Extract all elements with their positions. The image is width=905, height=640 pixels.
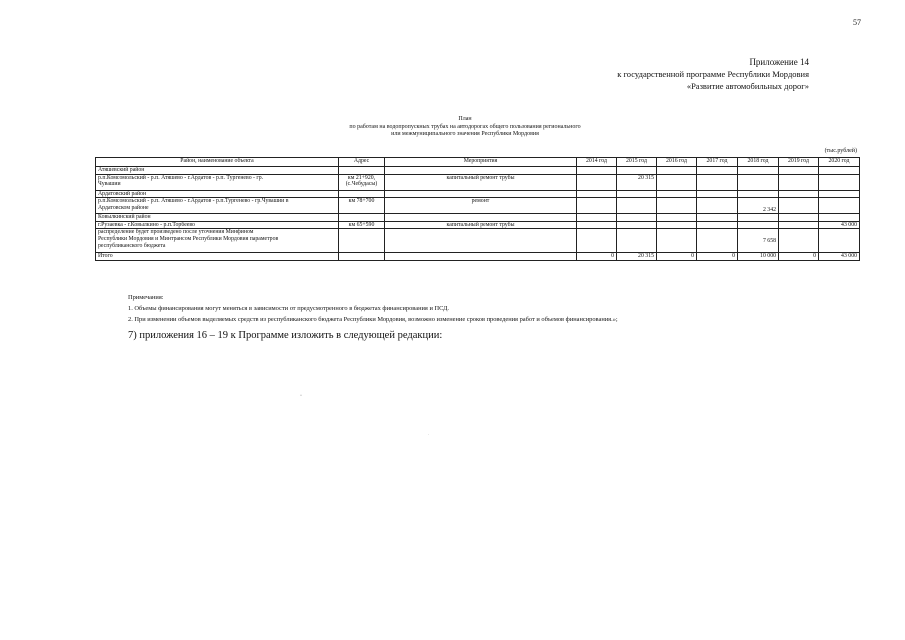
total-2015: 20 315 (617, 253, 657, 261)
total-2020: 43 000 (819, 253, 860, 261)
total-2018: 10 000 (738, 253, 779, 261)
table-row (96, 190, 860, 198)
appendix-title: Приложение 14 (749, 57, 809, 67)
cell-2015: 20 315 (617, 174, 657, 190)
table-row (96, 167, 860, 175)
object-address: км 21+920, (с.Чебудасы) (339, 174, 385, 190)
plan-heading (250, 116, 680, 139)
header-action: Мероприятия (385, 158, 577, 167)
notes-block (128, 292, 828, 325)
scan-speck: · (300, 393, 302, 399)
object-action: капитальный ремонт трубы (385, 174, 577, 190)
object-action: ремонт (385, 198, 577, 214)
appendix-line-2: «Развитие автомобильных дорог» (686, 81, 809, 91)
notes-title: Примечания: (128, 294, 164, 301)
total-2014: 0 (577, 253, 617, 261)
plan-subtitle-2: или межмуниципального значения Республики Мордовия (391, 131, 539, 138)
total-label: Итого (96, 253, 339, 261)
total-2016: 0 (657, 253, 697, 261)
table-row (96, 198, 860, 214)
cell-2020: 43 000 (819, 221, 860, 229)
scan-speck: · (428, 432, 430, 437)
object-name: р.п.Комсомольский - р.п. Атяшево - г.Ардатов - р.п.Тургенево - гр.Чувашии в Ардатовском районе (96, 198, 339, 214)
table-row (96, 229, 860, 253)
note-1: 1. Объемы финансирования могут меняться в зависимости от предусмотренного в бюджетах финансирования и ПСД. (128, 305, 449, 312)
cell-2018: 7 658 (738, 229, 779, 253)
total-2019: 0 (779, 253, 819, 261)
header-2016: 2016 год (657, 158, 697, 167)
header-2017: 2017 год (697, 158, 738, 167)
plan-subtitle-1: по работам на водопропускных трубах на автодорогах общего пользования регионального (349, 123, 581, 130)
header-2015: 2015 год (617, 158, 657, 167)
table-row (96, 174, 860, 190)
district-label: Атяшевский район (96, 167, 339, 175)
object-name: р.п.Комсомольский - р.п. Атяшево - г.Ардатов - р.п. Тургенево - гр. Чувашии (96, 174, 339, 190)
note-2: 2. При изменении объемов выделяемых средств из республиканского бюджета Республики Мордовия, возможно изменение сроков проведения работ и объемов финансирования.»; (128, 316, 618, 323)
district-label: Ковылкинский район (96, 214, 339, 222)
units-label: (тыс.рублей) (824, 148, 857, 154)
header-address: Адрес (339, 158, 385, 167)
works-table (95, 157, 860, 261)
object-name: г.Рузаевка - г.Ковылкино - р.п.Торбеево (96, 221, 339, 229)
header-2018: 2018 год (738, 158, 779, 167)
table-header-row (96, 158, 860, 167)
header-2014: 2014 год (577, 158, 617, 167)
next-item-text: 7) приложения 16 – 19 к Программе изложить в следующей редакции: (128, 330, 443, 341)
header-2020: 2020 год (819, 158, 860, 167)
plan-title: План (458, 116, 472, 122)
object-address: км 65+590 (339, 221, 385, 229)
cell-2018: 2 342 (738, 198, 779, 214)
page-number: 57 (853, 18, 861, 27)
appendix-header (489, 56, 809, 92)
total-row (96, 253, 860, 261)
object-address: км 78+700 (339, 198, 385, 214)
header-object: Район, наименование объекта (96, 158, 339, 167)
appendix-line-1: к государственной программе Республики Мордовия (617, 69, 809, 79)
total-2017: 0 (697, 253, 738, 261)
object-name: распределение будет произведено после уточнения Минфином Республики Мордовия и Минтрансом Республики Мордовия параметров республиканского бюджета (96, 229, 339, 253)
table-row (96, 221, 860, 229)
district-label: Ардатовский район (96, 190, 339, 198)
header-2019: 2019 год (779, 158, 819, 167)
table-row (96, 214, 860, 222)
object-action: капитальный ремонт трубы (385, 221, 577, 229)
